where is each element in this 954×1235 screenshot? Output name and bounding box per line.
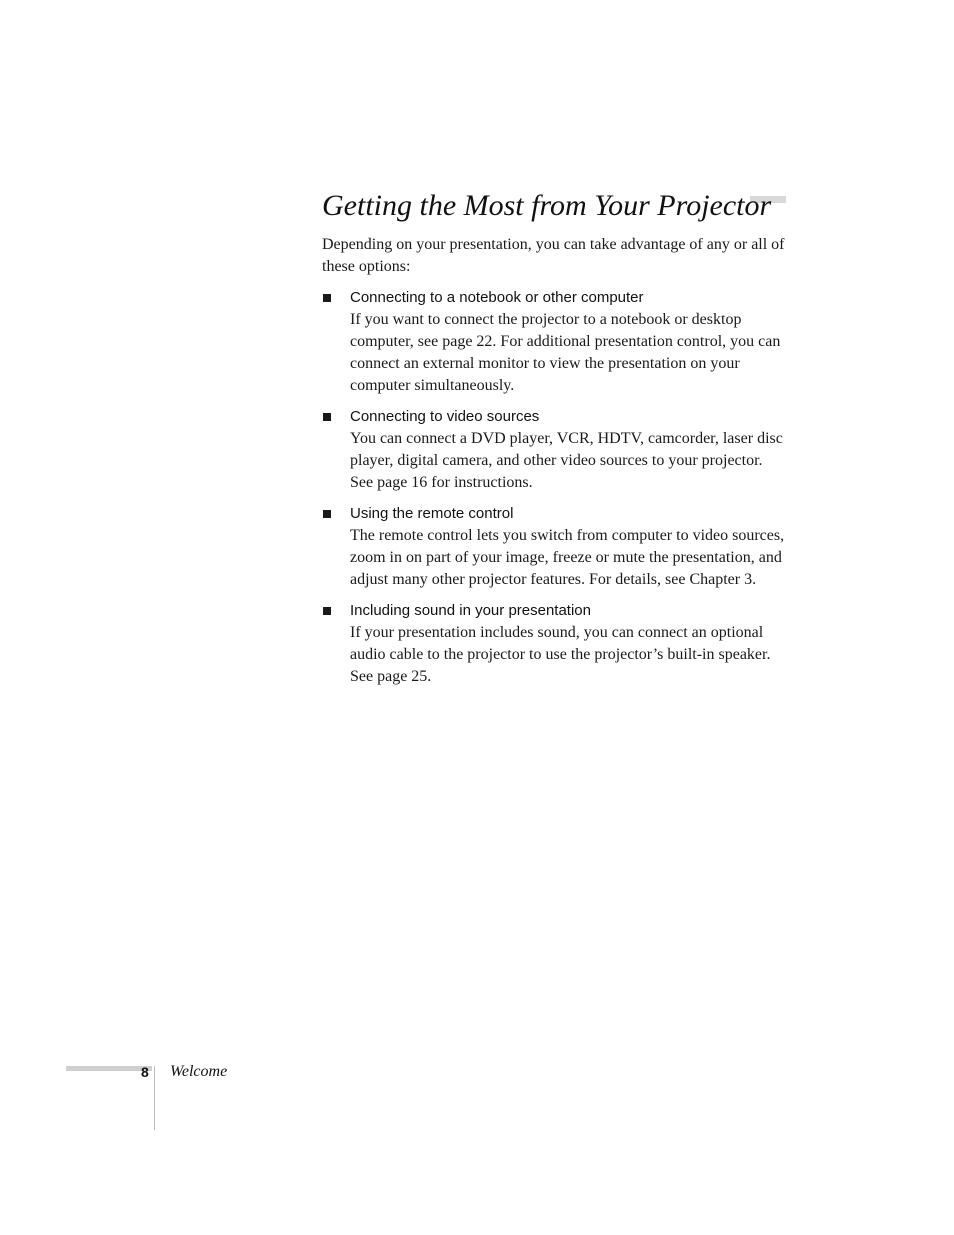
option-heading: Connecting to a notebook or other computer (350, 289, 644, 306)
square-bullet-icon (323, 294, 331, 302)
option-heading: Including sound in your presentation (350, 602, 591, 619)
list-item (322, 406, 788, 494)
page-title: Getting the Most from Your Projector (322, 189, 772, 222)
option-body: If your presentation includes sound, you can connect an optional audio cable to the projector to use the projector’s built-in speaker. See page 25. (350, 624, 771, 685)
section-name: Welcome (170, 1063, 228, 1080)
footer-rule (66, 1066, 152, 1071)
square-bullet-icon (323, 413, 331, 421)
option-body: You can connect a DVD player, VCR, HDTV, camcorder, laser disc player, digital camera, and other video sources to your projector. See page 16 for instructions. (350, 430, 783, 491)
list-item (322, 287, 788, 397)
options-list (322, 287, 788, 697)
square-bullet-icon (323, 510, 331, 518)
option-heading: Using the remote control (350, 505, 514, 522)
list-item (322, 600, 788, 688)
option-body: The remote control lets you switch from computer to video sources, zoom in on part of your image, freeze or mute the presentation, and adjust many other projector features. For details, see Chapter 3. (350, 527, 785, 588)
page-number: 8 (141, 1064, 149, 1080)
square-bullet-icon (323, 607, 331, 615)
intro-paragraph: Depending on your presentation, you can take advantage of any or all of these options: (322, 236, 785, 275)
option-heading: Connecting to video sources (350, 408, 540, 425)
option-body: If you want to connect the projector to a notebook or desktop computer, see page 22. For additional presentation control, you can connect an external monitor to view the presentation on your computer simultaneously. (350, 311, 781, 394)
list-item (322, 503, 788, 591)
footer-divider (154, 1066, 155, 1130)
